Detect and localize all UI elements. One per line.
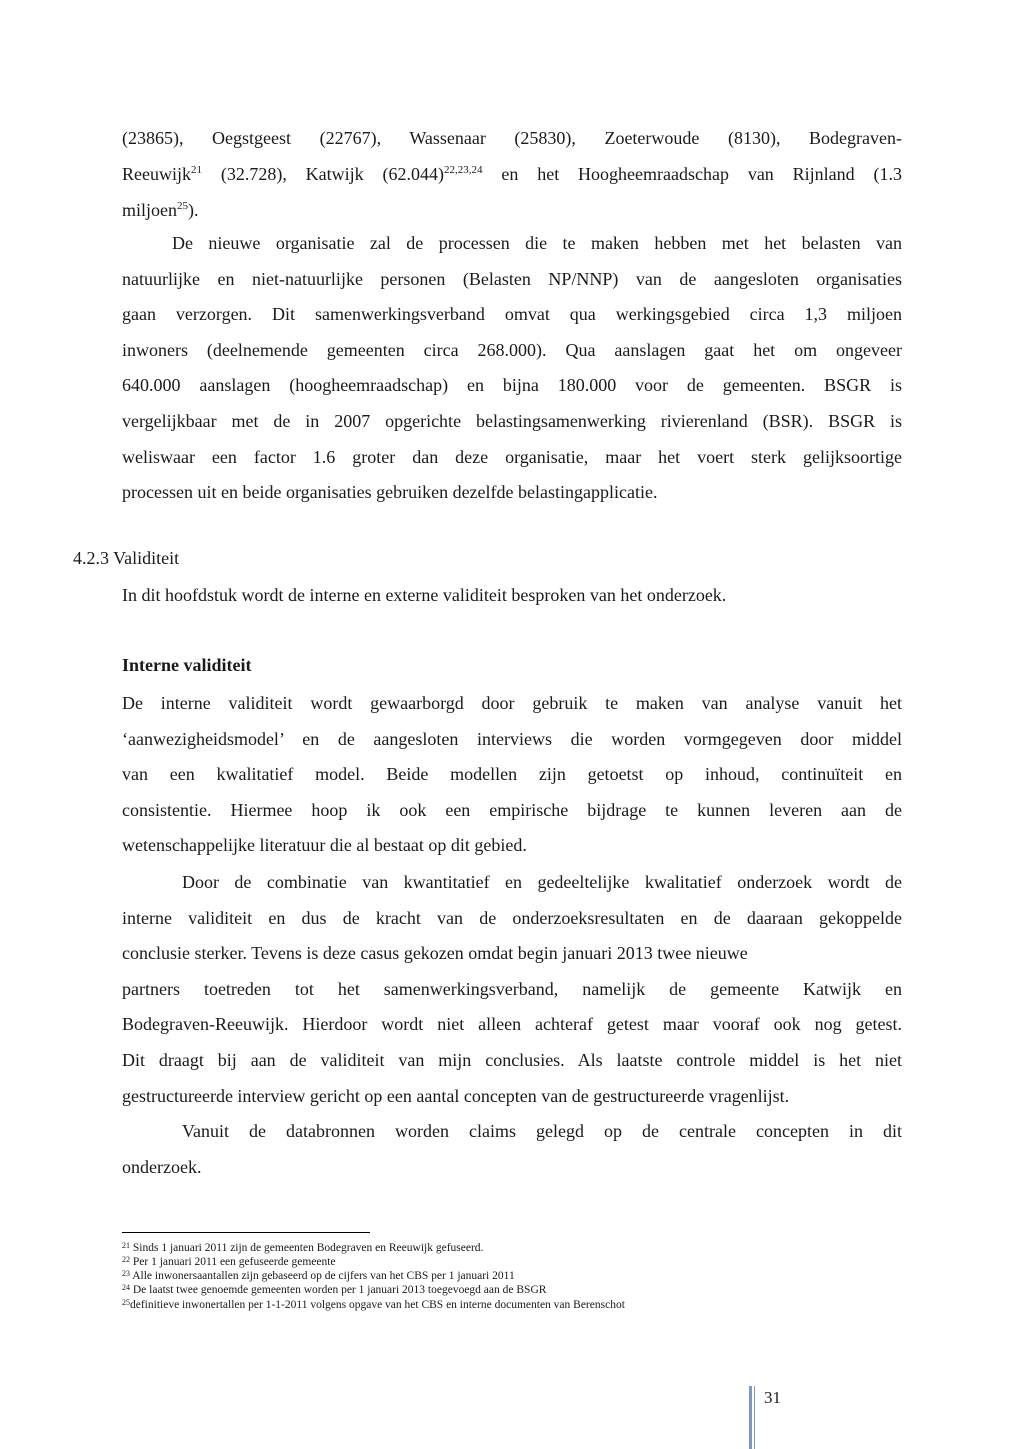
section-heading: 4.2.3 Validiteit	[73, 548, 180, 568]
text-line: weliswaar een factor 1.6 groter dan deze organisatie, maar het voert sterk gelijksoortige	[122, 446, 902, 467]
section-intro: In dit hoofdstuk wordt de interne en externe validiteit besproken van het onderzoek.	[122, 585, 727, 605]
text-span: (32.728), Katwijk (62.044)	[202, 164, 445, 184]
footnote-ref[interactable]: 25	[177, 200, 188, 212]
text-line: gestructureerde interview gericht op een aantal concepten van de gestructureerde vragenlijst.	[122, 1085, 790, 1106]
paragraph-organisation	[122, 226, 902, 511]
footnote	[122, 1269, 515, 1283]
text-line: processen uit en beide organisaties gebruiken dezelfde belastingapplicatie.	[122, 482, 658, 503]
footnote	[122, 1255, 336, 1269]
footnote-number: 24	[122, 1283, 130, 1292]
footnote-ref[interactable]: 22,23,24	[444, 164, 483, 176]
text-line: gaan verzorgen. Dit samenwerkingsverband omvat qua werkingsgebied circa 1,3 miljoen	[122, 304, 902, 325]
paragraph-interne-3	[122, 1114, 902, 1185]
text-line: inwoners (deelnemende gemeenten circa 268.000). Qua aanslagen gaat het om ongeveer	[122, 339, 902, 360]
footnote-number: 23	[122, 1269, 130, 1278]
footnote-text: Per 1 januari 2011 een gefuseerde gemeente	[130, 1256, 336, 1268]
text-line: interne validiteit en dus de kracht van de onderzoeksresultaten en de daaraan gekoppelde	[122, 907, 902, 928]
text-line: conclusie sterker. Tevens is deze casus gekozen omdat begin januari 2013 twee nieuwe	[122, 943, 748, 964]
footnote-number: 22	[122, 1255, 130, 1264]
text-line: natuurlijke en niet-natuurlijke personen (Belasten NP/NNP) van de aangesloten organisaties	[122, 268, 902, 289]
footnote-number: 25	[122, 1298, 130, 1307]
text-line: 640.000 aanslagen (hoogheemraadschap) en bijna 180.000 voor de gemeenten. BSGR is	[122, 375, 902, 396]
text-line: van een kwalitatief model. Beide modellen zijn getoetst op inhoud, continuïteit en	[122, 764, 902, 785]
text-line	[122, 192, 902, 228]
footnote-text: Sinds 1 januari 2011 zijn de gemeenten Bodegraven en Reeuwijk gefuseerd.	[130, 1242, 484, 1254]
text-line: De nieuwe organisatie zal de processen die te maken hebben met het belasten van	[172, 233, 902, 253]
text-line: Bodegraven-Reeuwijk. Hierdoor wordt niet alleen achteraf getest maar vooraf ook nog getest.	[122, 1014, 902, 1035]
footnote-text: Alle inwonersaantallen zijn gebaseerd op de cijfers van het CBS per 1 januari 2011	[130, 1270, 515, 1282]
text-line: consistentie. Hiermee hoop ik ook een empirische bijdrage te kunnen leveren aan de	[122, 799, 902, 820]
footnote-text: definitieve inwonertallen per 1-1-2011 volgens opgave van het CBS en interne documenten van Berenschot	[130, 1299, 625, 1311]
text-line	[122, 156, 902, 192]
text-line: partners toetreden tot het samenwerkingsverband, namelijk de gemeente Katwijk en	[122, 978, 902, 999]
text-line: ‘aanwezigheidsmodel’ en de aangesloten interviews die worden vormgegeven door middel	[122, 728, 902, 749]
page-number-bar	[749, 1386, 752, 1449]
text-line: Dit draagt bij aan de validiteit van mijn conclusies. Als laatste controle middel is het niet	[122, 1049, 902, 1070]
text-line: onderzoek.	[122, 1156, 202, 1177]
paragraph-municipalities	[122, 120, 902, 228]
subsection-title: Interne validiteit	[122, 655, 252, 675]
text-line: Vanuit de databronnen worden claims gelegd op de centrale concepten in dit	[182, 1121, 902, 1141]
text-span: miljoen	[122, 200, 177, 220]
footnote-text: De laatst twee genoemde gemeenten worden per 1 januari 2013 toegevoegd aan de BSGR	[130, 1284, 547, 1296]
text-line: vergelijkbaar met de in 2007 opgerichte belastingsamenwerking rivierenland (BSR). BSGR is	[122, 410, 902, 431]
text-line: (23865), Oegstgeest (22767), Wassenaar (25830), Zoeterwoude (8130), Bodegraven-	[122, 128, 902, 148]
paragraph-interne-2	[122, 865, 902, 1114]
paragraph-interne-1	[122, 686, 902, 864]
text-line: Door de combinatie van kwantitatief en gedeeltelijke kwalitatief onderzoek wordt de	[182, 872, 902, 892]
footnote-separator	[122, 1232, 370, 1233]
text-span: ).	[188, 200, 199, 220]
page-number-bar	[754, 1386, 755, 1449]
footnote	[122, 1241, 483, 1255]
footnote	[122, 1283, 546, 1297]
text-line: De interne validiteit wordt gewaarborgd door gebruik te maken van analyse vanuit het	[122, 693, 902, 713]
text-line: wetenschappelijke literatuur die al bestaat op dit gebied.	[122, 835, 527, 856]
footnote-number: 21	[122, 1241, 130, 1250]
text-span: en het Hoogheemraadschap van Rijnland (1.3	[482, 164, 902, 184]
page-number: 31	[764, 1388, 781, 1407]
footnote-ref[interactable]: 21	[191, 164, 202, 176]
footnote	[122, 1298, 625, 1312]
text-span: Reeuwijk	[122, 164, 191, 184]
